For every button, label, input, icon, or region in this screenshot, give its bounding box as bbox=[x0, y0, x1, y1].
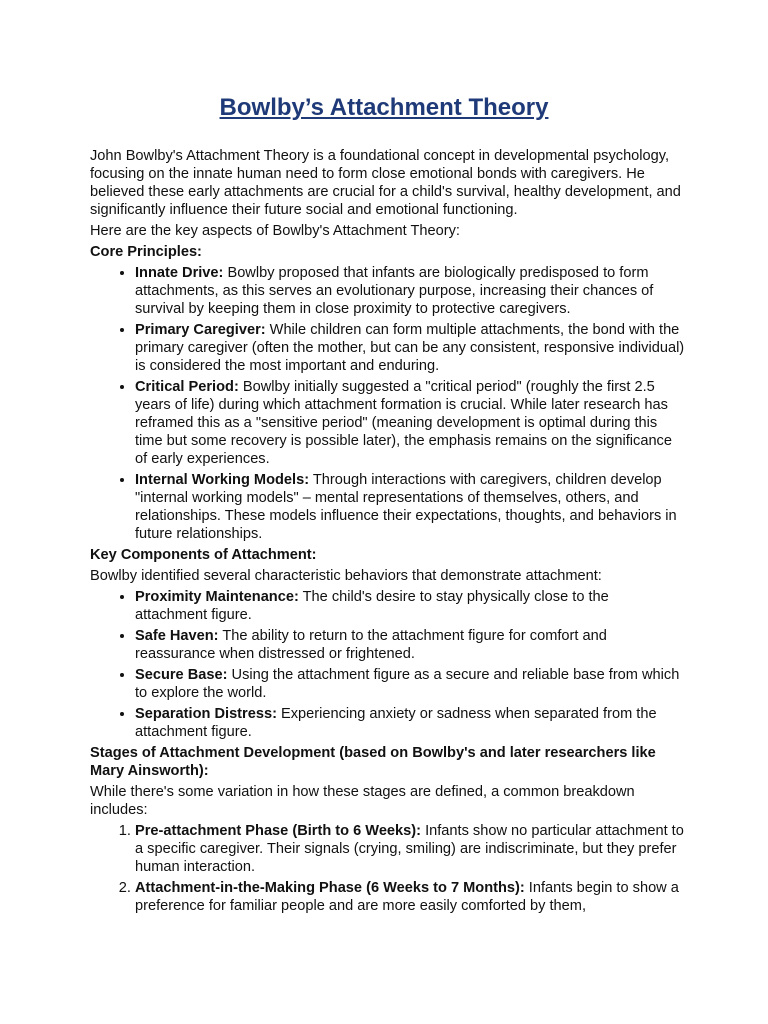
list-item-text: Bowlby initially suggested a "critical period" (roughly the first 2.5 years of life) during which attachment formation is crucial. While later research has reframed this as a "sensitive period" (meaning development is optimal during this time but some recovery is possible later), the emphasis remains on the significance of early experiences. bbox=[135, 379, 672, 467]
list-item bbox=[135, 879, 685, 915]
list-item bbox=[135, 471, 685, 543]
list-item-term: Separation Distress: bbox=[135, 706, 277, 722]
list-item bbox=[135, 666, 685, 702]
intro-paragraph-2: Here are the key aspects of Bowlby's Attachment Theory: bbox=[90, 223, 460, 239]
document-body bbox=[90, 147, 685, 918]
stages-list bbox=[90, 822, 685, 915]
stages-intro: While there's some variation in how these stages are defined, a common breakdown includes: bbox=[90, 784, 635, 818]
list-item bbox=[135, 588, 685, 624]
key-components-intro: Bowlby identified several characteristic behaviors that demonstrate attachment: bbox=[90, 568, 602, 584]
list-item bbox=[135, 627, 685, 663]
list-item-text: Experiencing anxiety or sadness when separated from the attachment figure. bbox=[135, 706, 657, 740]
key-components-list bbox=[90, 588, 685, 741]
core-principles-heading: Core Principles: bbox=[90, 244, 202, 260]
list-item-term: Primary Caregiver: bbox=[135, 322, 266, 338]
list-item bbox=[135, 264, 685, 318]
list-item-text: Bowlby proposed that infants are biologically predisposed to form attachments, as this serves an evolutionary purpose, increasing their chances of survival by keeping them in close proximity to protective caregivers. bbox=[135, 265, 654, 317]
list-item-term: Innate Drive: bbox=[135, 265, 224, 281]
list-item-term: Critical Period: bbox=[135, 379, 239, 395]
list-item-text: Infants begin to show a preference for familiar people and are more easily comforted by them, bbox=[135, 880, 679, 914]
list-item-text: Infants show no particular attachment to a specific caregiver. Their signals (crying, smiling) are indiscriminate, but they prefer human interaction. bbox=[135, 823, 684, 875]
list-item-text: While children can form multiple attachments, the bond with the primary caregiver (often the mother, but can be any consistent, responsive individual) is considered the most important and enduring. bbox=[135, 322, 685, 374]
list-item-text: Using the attachment figure as a secure and reliable base from which to explore the world. bbox=[135, 667, 680, 701]
list-item-term: Pre-attachment Phase (Birth to 6 Weeks): bbox=[135, 823, 422, 839]
core-principles-list bbox=[90, 264, 685, 543]
list-item bbox=[135, 378, 685, 468]
list-item-term: Internal Working Models: bbox=[135, 472, 310, 488]
key-components-heading: Key Components of Attachment: bbox=[90, 547, 317, 563]
list-item-term: Attachment-in-the-Making Phase (6 Weeks to 7 Months): bbox=[135, 880, 525, 896]
document-title: Bowlby’s Attachment Theory bbox=[219, 94, 549, 121]
list-item-term: Proximity Maintenance: bbox=[135, 589, 299, 605]
list-item-text: Through interactions with caregivers, children develop "internal working models" – mental representations of themselves, others, and relationships. These models influence their expectations, thoughts, and behaviors in future relationships. bbox=[135, 472, 677, 542]
list-item bbox=[135, 822, 685, 876]
stages-heading: Stages of Attachment Development (based on Bowlby's and later researchers like Mary Ainsworth): bbox=[90, 745, 656, 779]
list-item-text: The ability to return to the attachment figure for comfort and reassurance when distressed or frightened. bbox=[135, 628, 607, 662]
list-item bbox=[135, 705, 685, 741]
list-item bbox=[135, 321, 685, 375]
intro-paragraph: John Bowlby's Attachment Theory is a foundational concept in developmental psychology, focusing on the innate human need to form close emotional bonds with caregivers. He believed these early attachments are crucial for a child's survival, healthy development, and significantly influence their future social and emotional functioning. bbox=[90, 148, 681, 218]
list-item-text: The child's desire to stay physically close to the attachment figure. bbox=[135, 589, 609, 623]
list-item-term: Secure Base: bbox=[135, 667, 228, 683]
list-item-term: Safe Haven: bbox=[135, 628, 219, 644]
